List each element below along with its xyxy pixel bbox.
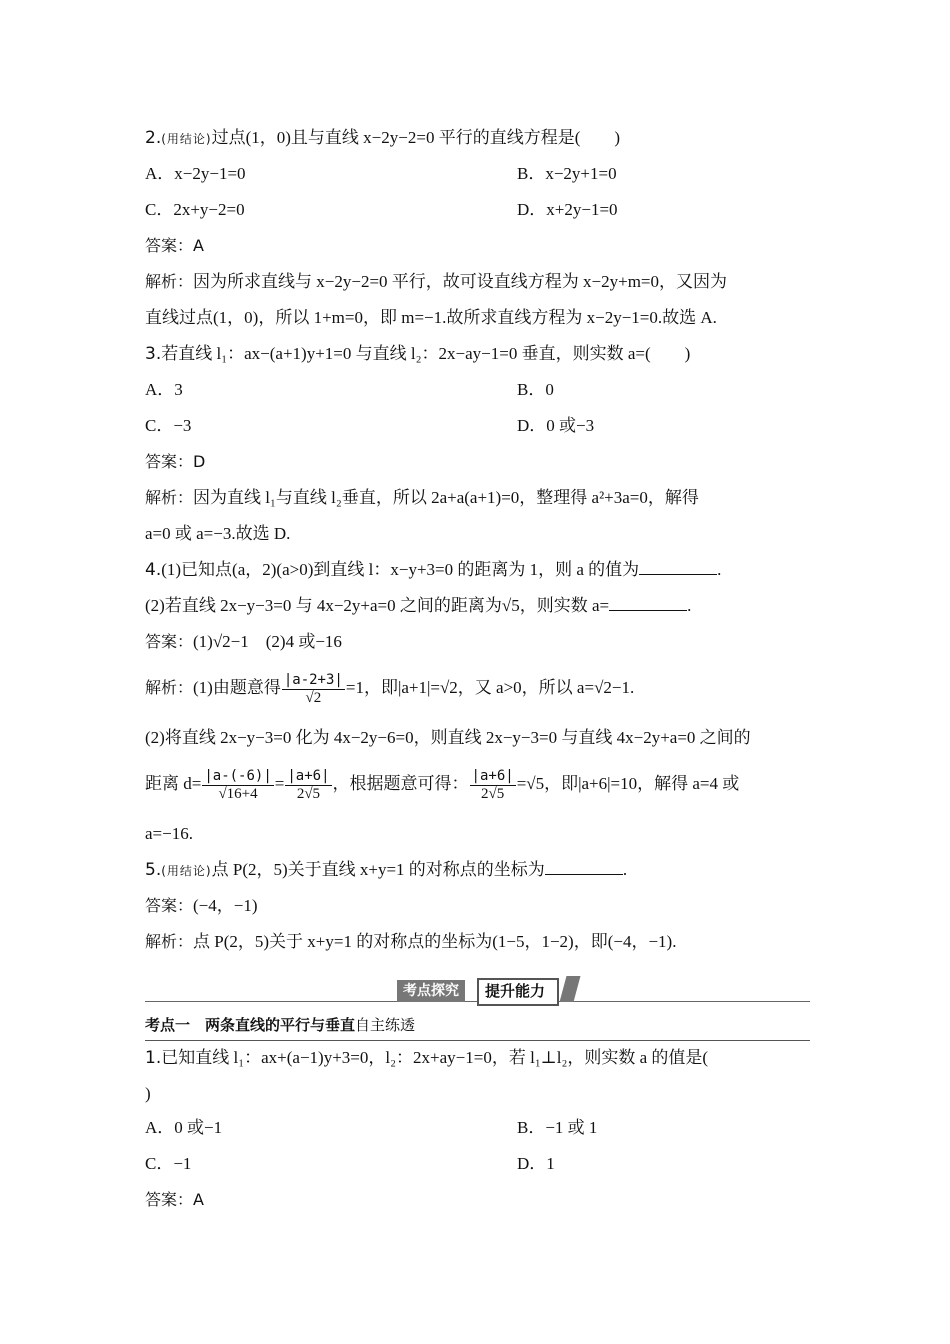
practice-1-stem-end: ): [145, 1084, 151, 1103]
explain-text: =√5，即|a+6|=10，解得 a=4 或: [516, 774, 740, 793]
question-4-explanation-line2: (2)将直线 2x−y−3=0 化为 4x−2y−6=0，则直线 2x−y−3=0 与直线 4x−2y+a=0 之间的: [145, 728, 751, 747]
question-3-explanation-line2: a=0 或 a=−3.故选 D.: [145, 524, 291, 543]
explain-text: 因为直线 l₁与直线 l₂垂直，所以 2a+a(a+1)=0，整理得 a²+3a=0，解得: [193, 488, 699, 507]
option-a: A．3: [145, 380, 183, 399]
section-heading: [145, 1014, 810, 1041]
section-subtitle: 自主练透: [355, 1016, 416, 1034]
answer-label: 答案：: [145, 632, 194, 651]
question-4-part1: 4.(1)已知点(a，2)(a>0)到直线 l：x−y+3=0 的距离为 1，则 a 的值为 .: [145, 560, 722, 580]
question-3-answer: [145, 450, 205, 474]
fraction: [202, 768, 273, 803]
fraction-denominator: √16+4: [218, 785, 258, 802]
option-c: C．−3: [145, 416, 192, 435]
explain-label: 解析：: [145, 678, 194, 697]
option-c: C．−1: [145, 1154, 192, 1173]
question-2-explanation-line1: [145, 270, 727, 294]
option-b: B．0: [517, 380, 554, 399]
question-text: (2)若直线 2x−y−3=0 与 4x−2y+a=0 之间的距离为√5，则实数 a=: [145, 596, 610, 615]
answer-blank: [639, 558, 717, 575]
question-3-options-row1: [145, 378, 810, 402]
explain-text: 距离 d=: [145, 774, 202, 793]
explain-text: 点 P(2，5)关于 x+y=1 的对称点的坐标为(1−5，1−2)，即(−4，−1).: [193, 932, 677, 951]
fraction-numerator: |a+6|: [471, 767, 514, 784]
fraction-denominator: √2: [305, 689, 322, 706]
option-c: C．2x+y−2=0: [145, 200, 245, 219]
banner-tail-decoration: [560, 976, 581, 1002]
question-number: 3.: [145, 344, 162, 364]
option-b: B．−1 或 1: [517, 1118, 598, 1137]
practice-1-answer: [145, 1188, 204, 1212]
question-4-answer: [145, 630, 342, 654]
answer-value: A: [193, 236, 204, 255]
question-number: 4.: [145, 560, 162, 580]
answer-value: D: [193, 452, 206, 471]
answer-value: (−4，−1): [193, 896, 258, 915]
explain-label: 解析：: [145, 932, 194, 951]
question-number: 1.: [145, 1048, 162, 1068]
section-banner: [145, 978, 810, 1006]
explain-text: =1，即|a+1|=√2，又 a>0，所以 a=√2−1.: [345, 678, 635, 697]
option-b: B．x−2y+1=0: [517, 164, 617, 183]
fraction-numerator: |a-(-6)|: [204, 767, 272, 784]
explain-text: 因为所求直线与 x−2y−2=0 平行，故可设直线方程为 x−2y+m=0，又因为: [193, 272, 728, 291]
answer-value: A: [193, 1190, 204, 1209]
question-3-explanation-line1: [145, 486, 699, 510]
practice-1-stem: [145, 1046, 708, 1070]
question-number: 5.: [145, 860, 162, 880]
question-2-answer: [145, 234, 204, 258]
question-4-explanation-line4: a=−16.: [145, 824, 193, 843]
answer-blank: [609, 594, 687, 611]
question-4-explanation-line3: [145, 764, 739, 804]
question-text: (1)已知点(a，2)(a>0)到直线 l：x−y+3=0 的距离为 1，则 a 的值为: [161, 560, 640, 579]
banner-right-label: 提升能力: [477, 978, 559, 1006]
fraction: [282, 672, 345, 707]
question-text: 过点(1，0)且与直线 x−2y−2=0 平行的直线方程是( ): [211, 128, 621, 147]
question-tag: (用结论): [161, 864, 212, 878]
question-2-explanation-line2: 直线过点(1，0)，所以 1+m=0，即 m=−1.故所求直线方程为 x−2y−1=0.故选 A.: [145, 308, 717, 327]
question-4-part2: (2)若直线 2x−y−3=0 与 4x−2y+a=0 之间的距离为√5，则实数 a= .: [145, 596, 692, 615]
answer-value: (1)√2−1 (2)4 或−16: [193, 632, 342, 651]
fraction-denominator: 2√5: [480, 785, 505, 802]
answer-blank: [545, 858, 623, 875]
fraction-numerator: |a+6|: [287, 767, 330, 784]
question-5-explanation: [145, 930, 676, 954]
practice-1-options-row2: [145, 1152, 810, 1176]
question-text: 已知直线 l₁：ax+(a−1)y+3=0，l₂：2x+ay−1=0，若 l₁⊥l₂，则实数 a 的值是(: [161, 1048, 709, 1067]
explain-label: 解析：: [145, 488, 194, 507]
answer-label: 答案：: [145, 452, 194, 471]
equals-sign: =: [274, 774, 285, 793]
section-title: 考点一 两条直线的平行与垂直: [145, 1016, 356, 1034]
explain-text: ，根据题意可得：: [332, 774, 469, 793]
option-d: D．1: [517, 1154, 555, 1173]
option-d: D．x+2y−1=0: [517, 200, 618, 219]
question-tag: (用结论): [161, 132, 212, 146]
question-number: 2.: [145, 128, 162, 148]
question-3-stem: [145, 342, 690, 366]
answer-label: 答案：: [145, 236, 194, 255]
option-a: A．0 或−1: [145, 1118, 223, 1137]
question-text: 点 P(2，5)关于直线 x+y=1 的对称点的坐标为: [211, 860, 545, 879]
answer-label: 答案：: [145, 1190, 194, 1209]
practice-1-options-row1: [145, 1116, 810, 1140]
question-3-options-row2: [145, 414, 810, 438]
explain-text: (1)由题意得: [193, 678, 281, 697]
question-2-options-row2: [145, 198, 810, 222]
option-d: D．0 或−3: [517, 416, 595, 435]
answer-label: 答案：: [145, 896, 194, 915]
fraction: [470, 768, 516, 803]
question-text: 若直线 l₁：ax−(a+1)y+1=0 与直线 l₂：2x−ay−1=0 垂直，则实数 a=( ): [161, 344, 691, 363]
option-a: A．x−2y−1=0: [145, 164, 246, 183]
fraction: [285, 768, 331, 803]
banner-left-label: 考点探究: [397, 980, 465, 1002]
question-2-options-row1: [145, 162, 810, 186]
question-4-explanation-line1: [145, 668, 634, 708]
question-5-stem: 5.(用结论)点 P(2，5)关于直线 x+y=1 的对称点的坐标为 .: [145, 860, 628, 880]
question-5-answer: [145, 894, 258, 918]
fraction-denominator: 2√5: [296, 785, 321, 802]
fraction-numerator: |a-2+3|: [283, 671, 343, 688]
question-2-stem: [145, 126, 620, 151]
explain-label: 解析：: [145, 272, 194, 291]
